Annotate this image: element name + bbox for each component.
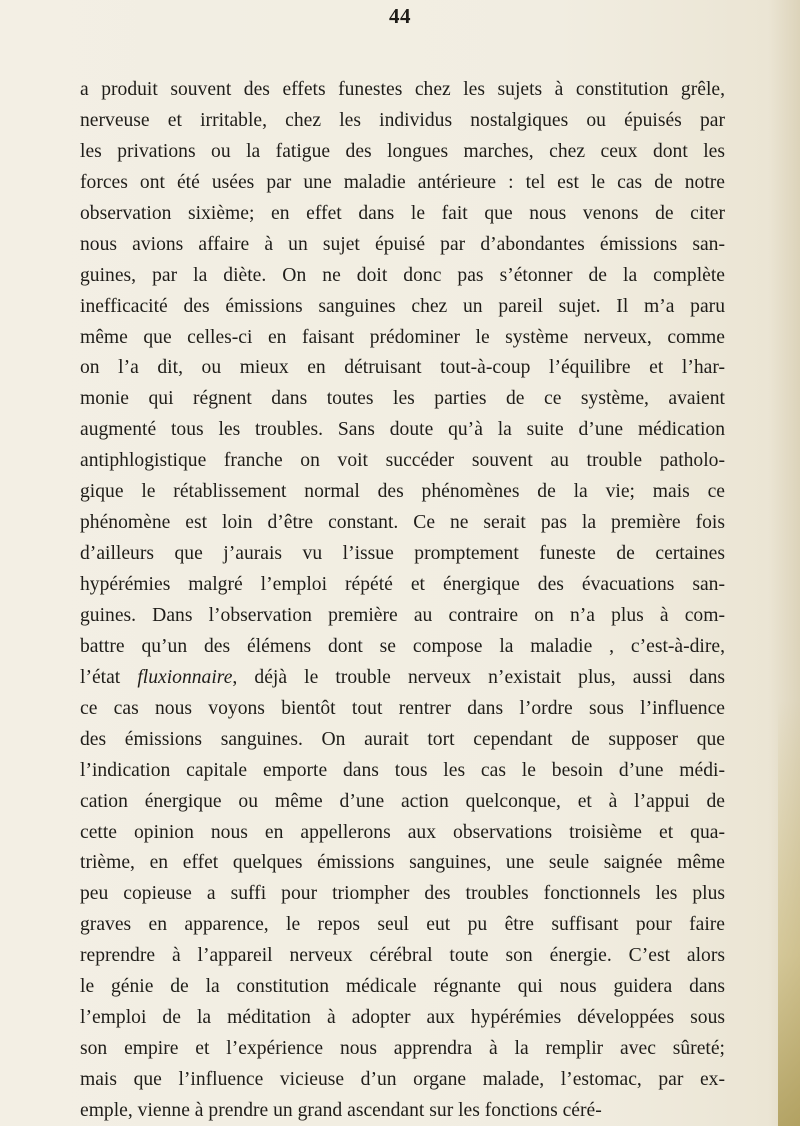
text-line: cation énergique ou même d’une action quelconque, et à l’appui de bbox=[80, 790, 725, 812]
text-line: inefficacité des émissions sanguines chez un pareil sujet. Il m’a paru bbox=[80, 295, 725, 317]
text-line: emple, vienne à prendre un grand ascendant sur les fonctions céré- bbox=[80, 1099, 602, 1121]
text-line: l’emploi de la méditation à adopter aux hypérémies développées sous bbox=[80, 1007, 725, 1029]
text-line: trième, en effet quelques émissions sanguines, une seule saignée même bbox=[80, 852, 725, 874]
text-line: peu copieuse a suffi pour triompher des troubles fonctionnels les plus bbox=[80, 883, 725, 905]
body-text bbox=[80, 75, 725, 1126]
text-line: antiphlogistique franche on voit succéder souvent au trouble patholo- bbox=[80, 450, 725, 472]
text-line: l’indication capitale emporte dans tous les cas le besoin d’une médi- bbox=[80, 759, 725, 781]
text-line: battre qu’un des élémens dont se compose la maladie , c’est-à-dire, bbox=[80, 635, 725, 657]
text-line: forces ont été usées par une maladie antérieure : tel est le cas de notre bbox=[80, 171, 725, 193]
emphasized-word: fluxionnaire bbox=[137, 666, 233, 688]
text-line: guines. Dans l’observation première au contraire on n’a plus à com- bbox=[80, 604, 725, 626]
text-line: d’ailleurs que j’aurais vu l’issue promptement funeste de certaines bbox=[80, 543, 725, 565]
text-line: observation sixième; en effet dans le fait que nous venons de citer bbox=[80, 202, 725, 224]
text-line: augmenté tous les troubles. Sans doute qu’à la suite d’une médication bbox=[80, 419, 725, 441]
text-line: cette opinion nous en appellerons aux observations troisième et qua- bbox=[80, 821, 725, 843]
text-line: même que celles-ci en faisant prédominer le système nerveux, comme bbox=[80, 326, 725, 348]
text-line: le génie de la constitution médicale régnante qui nous guidera dans bbox=[80, 976, 725, 998]
text-line: les privations ou la fatigue des longues marches, chez ceux dont les bbox=[80, 140, 725, 162]
text-line: ce cas nous voyons bientôt tout rentrer dans l’ordre sous l’influence bbox=[80, 697, 725, 719]
text-line: nerveuse et irritable, chez les individus nostalgiques ou épuisés par bbox=[80, 109, 725, 131]
text-line: graves en apparence, le repos seul eut pu être suffisant pour faire bbox=[80, 914, 725, 936]
text-line: on l’a dit, ou mieux en détruisant tout-à-coup l’équilibre et l’har- bbox=[80, 357, 725, 379]
text-line: l’état fluxionnaire, déjà le trouble nerveux n’existait plus, aussi dans bbox=[80, 666, 725, 688]
text-line: a produit souvent des effets funestes chez les sujets à constitution grêle, bbox=[80, 79, 725, 100]
text-line: reprendre à l’appareil nerveux cérébral toute son énergie. C’est alors bbox=[80, 945, 725, 967]
text-line: monie qui régnent dans toutes les parties de ce système, avaient bbox=[80, 388, 725, 410]
text-line: nous avions affaire à un sujet épuisé par d’abondantes émissions san- bbox=[80, 233, 725, 255]
text-line: phénomène est loin d’être constant. Ce ne serait pas la première fois bbox=[80, 512, 725, 534]
text-line: mais que l’influence vicieuse d’un organe malade, l’estomac, par ex- bbox=[80, 1069, 725, 1090]
page-edge-stain bbox=[778, 700, 800, 1126]
text-line: gique le rétablissement normal des phénomènes de la vie; mais ce bbox=[80, 481, 725, 503]
text-line: des émissions sanguines. On aurait tort cependant de supposer que bbox=[80, 728, 725, 750]
text-line: hypérémies malgré l’emploi répété et énergique des évacuations san- bbox=[80, 574, 725, 595]
text-line: son empire et l’expérience nous apprendra à la remplir avec sûreté; bbox=[80, 1038, 725, 1060]
text-line: guines, par la diète. On ne doit donc pas s’étonner de la complète bbox=[80, 264, 725, 286]
page-number: 44 bbox=[389, 4, 411, 28]
